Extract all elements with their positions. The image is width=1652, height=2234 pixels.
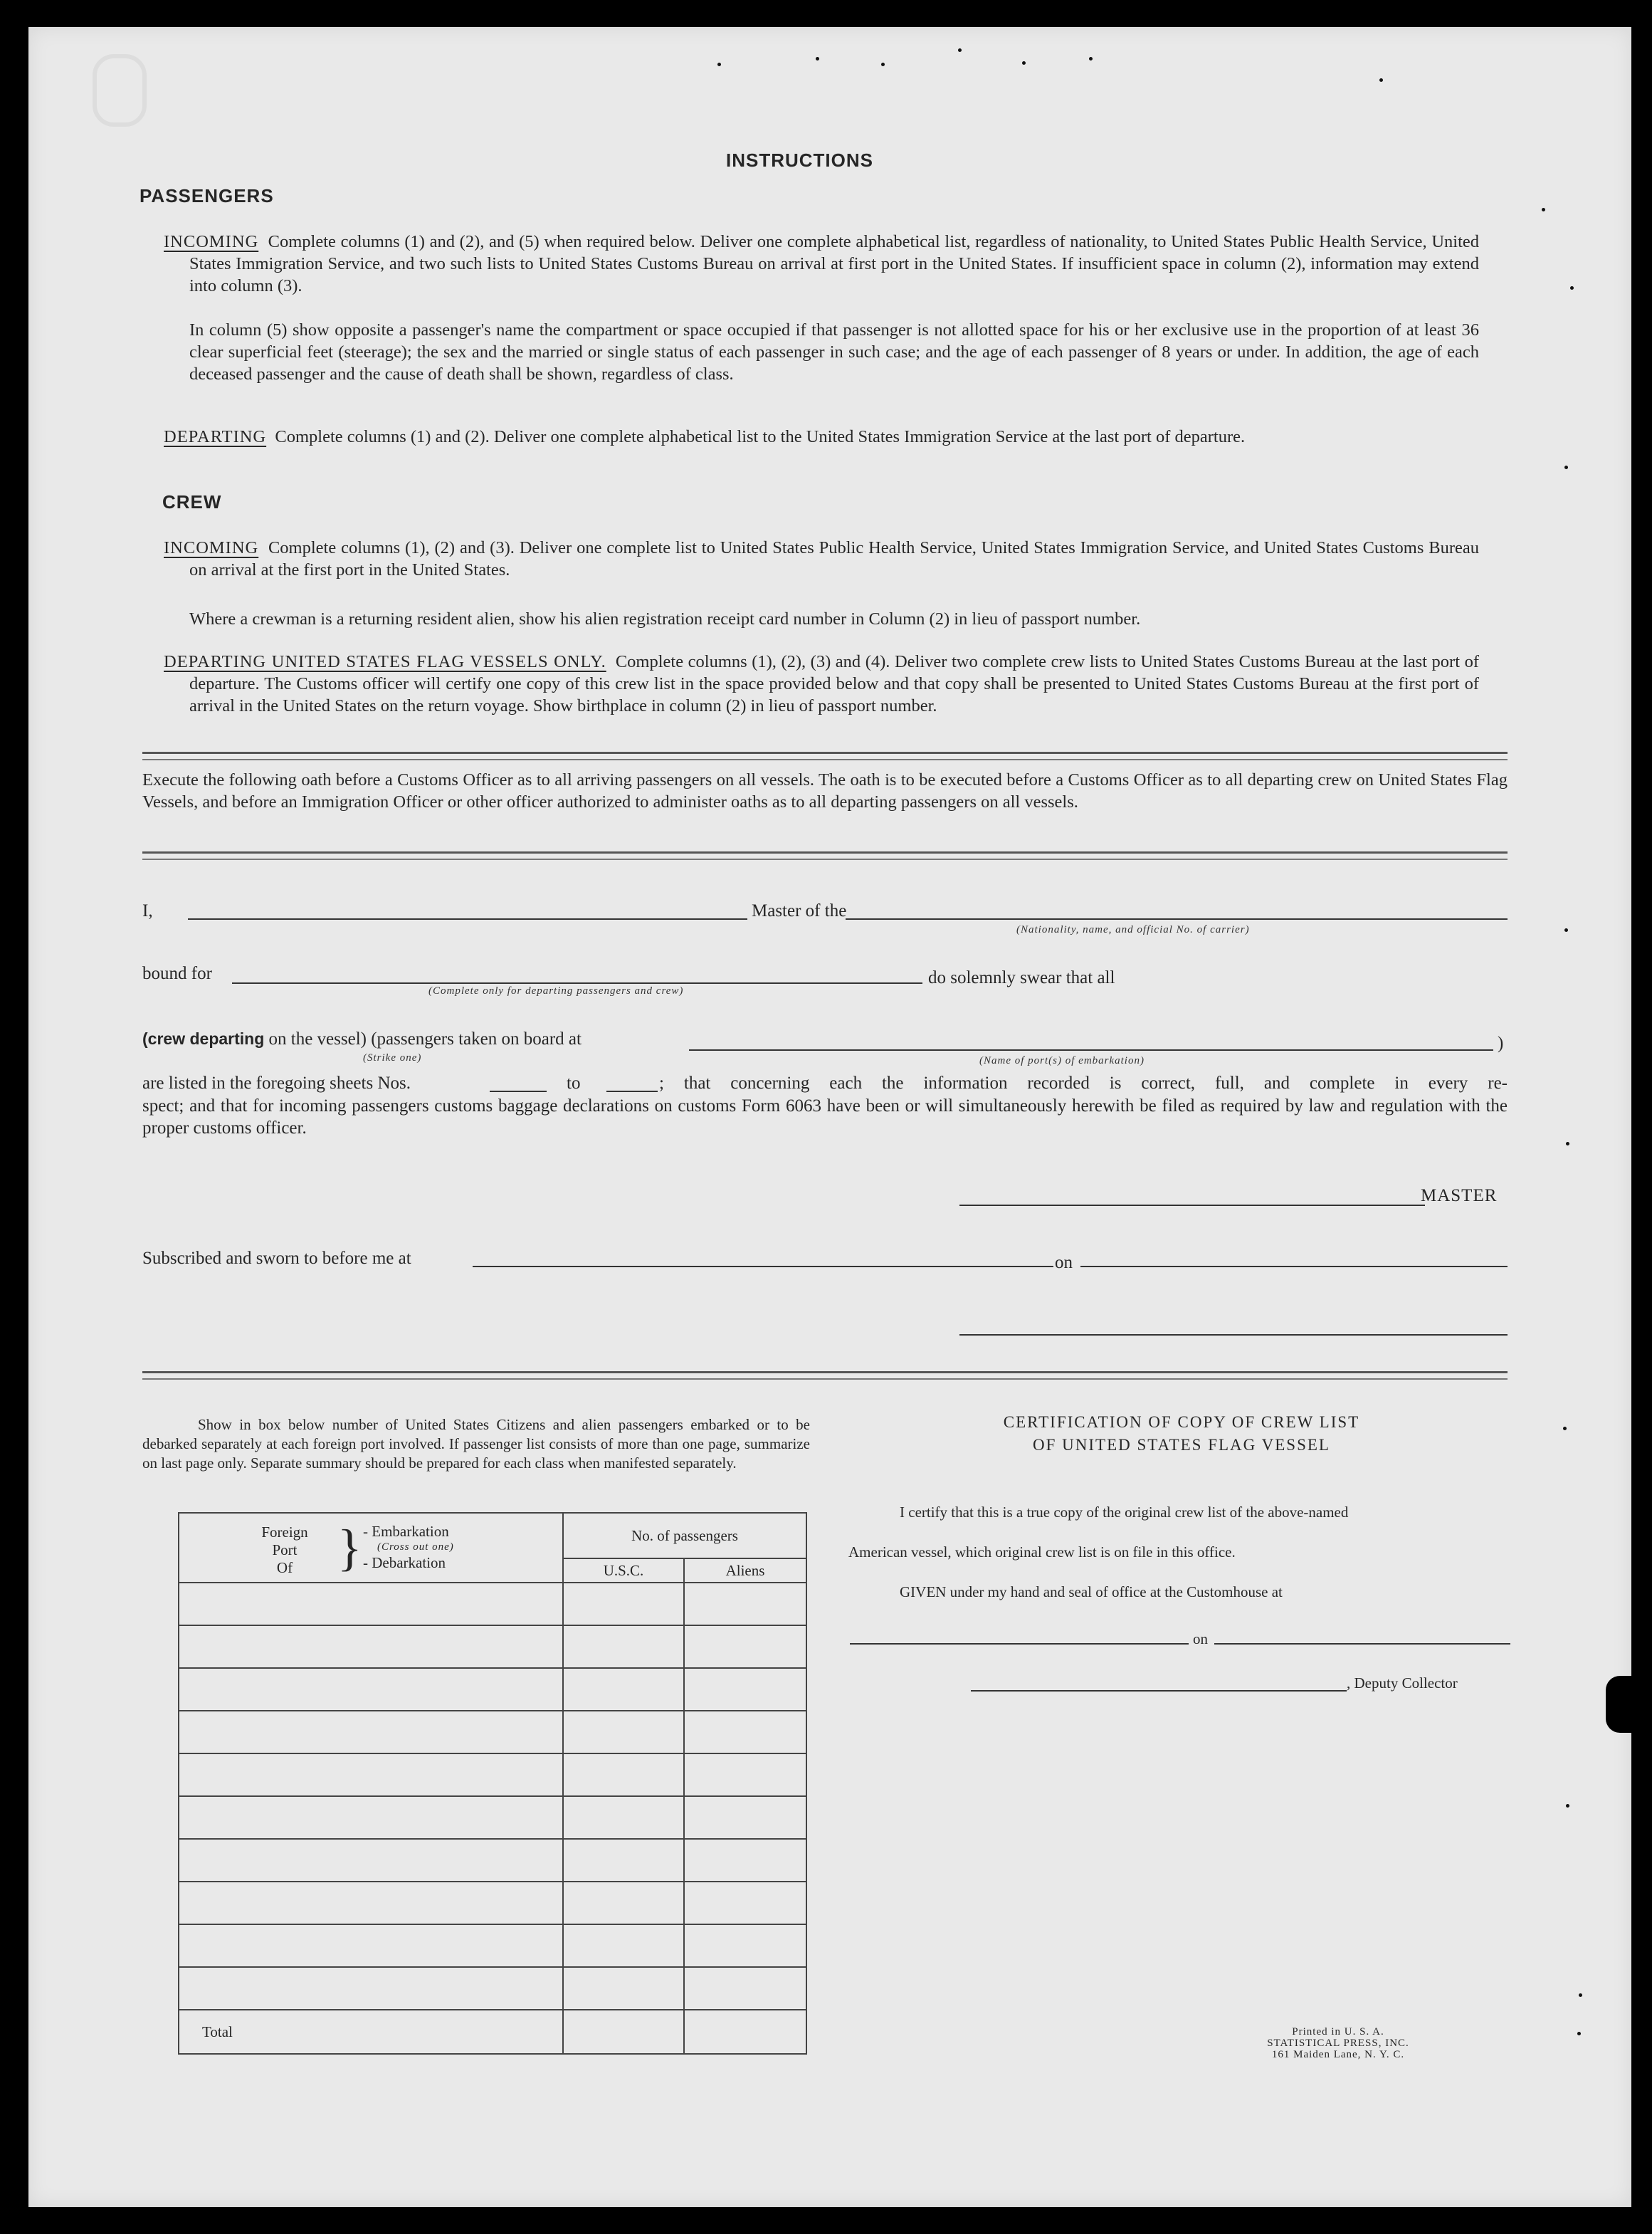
- port-cell[interactable]: [179, 1924, 563, 1967]
- listed-text-1: are listed in the foregoing sheets Nos.: [142, 1074, 411, 1093]
- passengers-incoming-label: INCOMING: [164, 232, 259, 251]
- listed-paragraph: [142, 1095, 1508, 1139]
- printer-line-2: STATISTICAL PRESS, INC.: [1267, 2038, 1409, 2049]
- deputy-signature-field[interactable]: [971, 1690, 1347, 1692]
- listed-to-label: to: [567, 1074, 581, 1093]
- port-cell[interactable]: [179, 1967, 563, 2010]
- printer-line-1: Printed in U. S. A.: [1292, 2026, 1384, 2038]
- usc-cell[interactable]: [563, 1796, 684, 1839]
- form-page: [28, 27, 1631, 2207]
- port-cell[interactable]: [179, 1882, 563, 1924]
- total-label: Total: [179, 2010, 563, 2054]
- swear-label: do solemnly swear that all: [928, 968, 1115, 987]
- speck: [1542, 208, 1545, 211]
- bound-for-caption: (Complete only for departing passengers and crew): [428, 985, 684, 997]
- subscribed-date-field[interactable]: [1080, 1266, 1508, 1267]
- officer-signature-field[interactable]: [959, 1334, 1508, 1336]
- subscribed-place-field[interactable]: [473, 1266, 1053, 1267]
- aliens-total-cell[interactable]: [684, 2010, 806, 2054]
- usc-cell[interactable]: [563, 1839, 684, 1882]
- speck: [1379, 78, 1383, 82]
- certification-given: GIVEN under my hand and seal of office at the Customhouse at: [900, 1583, 1283, 1600]
- speck: [816, 57, 819, 61]
- aliens-cell[interactable]: [684, 1625, 806, 1668]
- bound-for-field[interactable]: [232, 982, 922, 984]
- master-signature-field[interactable]: [959, 1205, 1425, 1206]
- crew-departing-paragraph: [164, 651, 1479, 717]
- speck: [1577, 2032, 1581, 2035]
- subscribed-on-label: on: [1055, 1253, 1073, 1272]
- divider-rule: [142, 1371, 1508, 1380]
- no-passengers-header: No. of passengers: [563, 1513, 806, 1558]
- close-paren: ): [1498, 1034, 1504, 1053]
- speck: [1566, 1142, 1569, 1145]
- debarkation-option[interactable]: - Debarkation: [363, 1554, 446, 1571]
- deputy-collector-label: , Deputy Collector: [1347, 1674, 1458, 1692]
- faded-stamp-mark: [93, 54, 147, 127]
- cross-out-caption: (Cross out one): [377, 1541, 454, 1553]
- usc-header: U.S.C.: [563, 1558, 684, 1583]
- crew-heading: CREW: [162, 491, 222, 513]
- crew-departing-label: DEPARTING UNITED STATES FLAG VESSELS ONLY.: [164, 652, 606, 671]
- listed-line-1: [142, 1074, 411, 1094]
- crew-resident-paragraph: [189, 608, 1479, 630]
- speck: [881, 63, 885, 66]
- carrier-field[interactable]: [846, 918, 1508, 920]
- master-label: MASTER: [1421, 1186, 1498, 1205]
- printer-line-3: 161 Maiden Lane, N. Y. C.: [1271, 2049, 1405, 2060]
- passengers-departing-text: Complete columns (1) and (2). Deliver one complete alphabetical list to the United States Immigration Service at the last port of departure.: [275, 427, 1246, 446]
- port-cell[interactable]: [179, 1711, 563, 1753]
- passengers-column5-paragraph: [189, 319, 1479, 385]
- divider-rule: [142, 851, 1508, 860]
- aliens-cell[interactable]: [684, 1668, 806, 1711]
- speck: [1564, 466, 1568, 469]
- instructions-title: INSTRUCTIONS: [726, 150, 873, 171]
- port-cell[interactable]: [179, 1625, 563, 1668]
- certification-date-field[interactable]: [1214, 1643, 1510, 1645]
- aliens-cell[interactable]: [684, 1583, 806, 1625]
- speck: [1570, 286, 1574, 290]
- brace-icon: }: [337, 1519, 362, 1576]
- aliens-cell[interactable]: [684, 1924, 806, 1967]
- port-cell[interactable]: [179, 1583, 563, 1625]
- passengers-incoming-paragraph: [164, 231, 1479, 297]
- crew-departing-option[interactable]: (crew departing: [142, 1029, 265, 1048]
- foreign-label: Foreign: [261, 1524, 308, 1541]
- usc-total-cell[interactable]: [563, 2010, 684, 2054]
- sheet-to-field[interactable]: [606, 1091, 658, 1092]
- crew-departing-text: Complete columns (1), (2), (3) and (4). Deliver two complete crew lists to United States Customs Bureau at the last port of departure. The Customs officer will certify one copy of this crew list in the space provided below and that copy shall be presented to United States Customs Bureau at the first port of arrival in the United States on the return voyage. Show birthplace in column (2) in lieu of passport number.: [189, 652, 1479, 715]
- divider-rule: [142, 752, 1508, 760]
- oath-i-label: I,: [142, 901, 153, 921]
- summary-instructions: Show in box below number of United States Citizens and alien passengers embarked or to be debarked separately at each foreign port involved. If passenger list consists of more than one page, summarize on last page only. Separate summary should be prepared for each class when manifested separately.: [142, 1416, 810, 1472]
- embarkation-port-field[interactable]: [689, 1049, 1493, 1051]
- subscribed-label: Subscribed and sworn to before me at: [142, 1249, 411, 1268]
- binding-notch: [1606, 1676, 1631, 1733]
- usc-cell[interactable]: [563, 1625, 684, 1668]
- master-name-field[interactable]: [188, 918, 747, 920]
- certification-title-line-1: CERTIFICATION OF COPY OF CREW LIST: [1003, 1413, 1360, 1431]
- usc-cell[interactable]: [563, 1882, 684, 1924]
- crew-incoming-text: Complete columns (1), (2) and (3). Deliver one complete list to United States Public Health Service, United States Immigration Service, and United States Customs Bureau on arrival at the first port in the United States.: [189, 538, 1479, 580]
- passengers-column5-text: In column (5) show opposite a passenger's name the compartment or space occupied if that passenger is not allotted space for his or her exclusive use in the proportion of at least 36 clear superficial feet (steerage); the sex and the married or single status of each passenger in such case; and the age of each passenger of 8 years or under. In addition, the age of each deceased passenger and the cause of death shall be shown, regardless of class.: [189, 320, 1479, 384]
- passengers-departing-paragraph: [164, 426, 1479, 448]
- printer-imprint: [1231, 2026, 1445, 2060]
- aliens-cell[interactable]: [684, 1839, 806, 1882]
- on-vessel-label: on the vessel): [268, 1029, 367, 1049]
- aliens-cell[interactable]: [684, 1796, 806, 1839]
- speck: [958, 48, 962, 52]
- usc-cell[interactable]: [563, 1583, 684, 1625]
- speck: [1022, 61, 1026, 65]
- embarkation-option[interactable]: - Embarkation: [363, 1523, 449, 1540]
- crew-incoming-paragraph: [164, 537, 1479, 581]
- passenger-summary-table: [178, 1512, 807, 2055]
- port-label: Port: [272, 1541, 298, 1558]
- port-header-cell: [179, 1513, 563, 1583]
- passengers-departing-label: DEPARTING: [164, 427, 267, 446]
- port-caption: (Name of port(s) of embarkation): [979, 1055, 1145, 1066]
- usc-cell[interactable]: [563, 1924, 684, 1967]
- port-cell[interactable]: [179, 1668, 563, 1711]
- passengers-taken-label[interactable]: (passengers taken on board at: [371, 1029, 582, 1049]
- port-cell[interactable]: [179, 1753, 563, 1796]
- certification-title: [911, 1411, 1452, 1457]
- usc-cell[interactable]: [563, 1668, 684, 1711]
- oath-intro-text: Execute the following oath before a Customs Officer as to all arriving passengers on all vessels. The oath is to be executed before a Customs Officer as to all departing crew on United States Flag Vessels, and before an Immigration Officer or other officer authorized to administer oaths as to all departing passengers on all vessels.: [142, 770, 1508, 812]
- of-label: Of: [276, 1559, 293, 1576]
- certification-text-1: I certify that this is a true copy of the original crew list of the above-named: [900, 1504, 1349, 1521]
- certification-title-line-2: OF UNITED STATES FLAG VESSEL: [1033, 1436, 1330, 1454]
- usc-cell[interactable]: [563, 1753, 684, 1796]
- passengers-heading: PASSENGERS: [140, 185, 274, 206]
- aliens-cell[interactable]: [684, 1882, 806, 1924]
- sheet-from-field[interactable]: [490, 1091, 547, 1092]
- aliens-cell[interactable]: [684, 1967, 806, 2010]
- crew-resident-text: Where a crewman is a returning resident alien, show his alien registration receipt card number in Column (2) in lieu of passport number.: [189, 609, 1141, 629]
- oath-intro-paragraph: [142, 769, 1508, 813]
- strike-one-line: [142, 1029, 582, 1049]
- crew-incoming-label: INCOMING: [164, 538, 259, 557]
- usc-cell[interactable]: [563, 1711, 684, 1753]
- speck: [1579, 1993, 1582, 1997]
- customhouse-field[interactable]: [850, 1643, 1189, 1645]
- aliens-cell[interactable]: [684, 1753, 806, 1796]
- port-cell[interactable]: [179, 1796, 563, 1839]
- master-of-label: Master of the: [752, 901, 847, 921]
- speck: [1563, 1427, 1567, 1430]
- strike-one-caption: (Strike one): [363, 1052, 422, 1064]
- usc-cell[interactable]: [563, 1967, 684, 2010]
- speck: [1566, 1804, 1569, 1808]
- port-cell[interactable]: [179, 1839, 563, 1882]
- aliens-header: Aliens: [684, 1558, 806, 1583]
- speck: [717, 63, 721, 66]
- speck: [1564, 928, 1568, 932]
- certification-on-label: on: [1193, 1630, 1208, 1647]
- aliens-cell[interactable]: [684, 1711, 806, 1753]
- certification-text-2: American vessel, which original crew list is on file in this office.: [848, 1543, 1236, 1561]
- listed-text-2: ; that concerning each the information recorded is correct, full, and complete in every re-: [659, 1074, 1508, 1093]
- speck: [1089, 57, 1093, 61]
- carrier-caption: (Nationality, name, and official No. of carrier): [1016, 924, 1250, 935]
- listed-text-3: spect; and that for incoming passengers customs baggage declarations on customs Form 6063 have been or will simultaneously herewith be filed as required by law and regulation with the proper customs officer.: [142, 1096, 1508, 1138]
- passengers-incoming-text: Complete columns (1) and (2), and (5) when required below. Deliver one complete alphabetical list, regardless of nationality, to United States Public Health Service, United States Immigration Service, and two such lists to United States Customs Bureau on arrival at first port in the United States. If insufficient space in column (2), information may extend into column (3).: [189, 232, 1479, 295]
- bound-for-label: bound for: [142, 964, 212, 983]
